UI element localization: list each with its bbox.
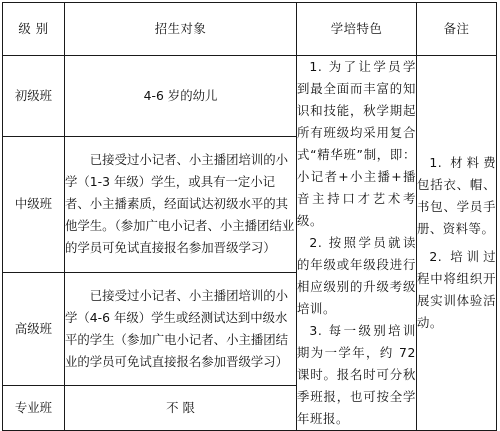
note-item: 2. 培训过程中将组织开展实训体验活动。: [417, 249, 496, 330]
note-item: 1. 材料费包括衣、帽、书包、学员手册、资料等。: [417, 155, 496, 236]
level-cell: 高级班: [3, 273, 65, 386]
header-features: 学培特色: [297, 3, 417, 56]
target-cell: 不 限: [65, 385, 297, 430]
table-row: [3, 56, 497, 137]
level-cell: 专业班: [3, 385, 65, 430]
header-target: 招生对象: [65, 3, 297, 56]
header-level: 级 别: [3, 3, 65, 56]
feature-item: 2. 按照学员就读的年级或年级段进行相应级别的升级考级培训。: [297, 235, 416, 316]
feature-item: 3. 每一级别培训期为一学年，约 72 课时。报名时可分秋季班报，也可按全学年班报。: [297, 323, 416, 426]
header-row: [3, 3, 497, 56]
target-cell: 4-6 岁的幼儿: [65, 56, 297, 137]
target-cell: [65, 273, 297, 386]
target-text: 已接受过小记者、小主播团培训的小学（1-3 年级）学生，或具有一定小记者、小主播素质，经面试达初级水平的其他学生。（参加广电小记者、小主播团结业的学员可免试直接报名参加晋级学习）: [65, 152, 295, 256]
target-cell: [65, 136, 297, 272]
level-cell: 初级班: [3, 56, 65, 137]
features-cell: [297, 56, 417, 431]
header-notes: 备注: [417, 3, 497, 56]
feature-item: 1. 为了让学员学到最全面而丰富的知识和技能，秋学期起所有班级均采用复合式“精华班”制，即：小记者+小主播+播音主持口才艺术考级。: [297, 59, 416, 228]
notes-cell: [417, 56, 497, 431]
level-cell: 中级班: [3, 136, 65, 272]
target-text: 已接受过小记者、小主播团培训的小学（4-6 年级）学生或经测试达到中级水平的学生（参加广电小记者、小主播团结业的学员可免试直接报名参加晋级学习）: [65, 287, 289, 369]
course-table: [2, 2, 497, 431]
